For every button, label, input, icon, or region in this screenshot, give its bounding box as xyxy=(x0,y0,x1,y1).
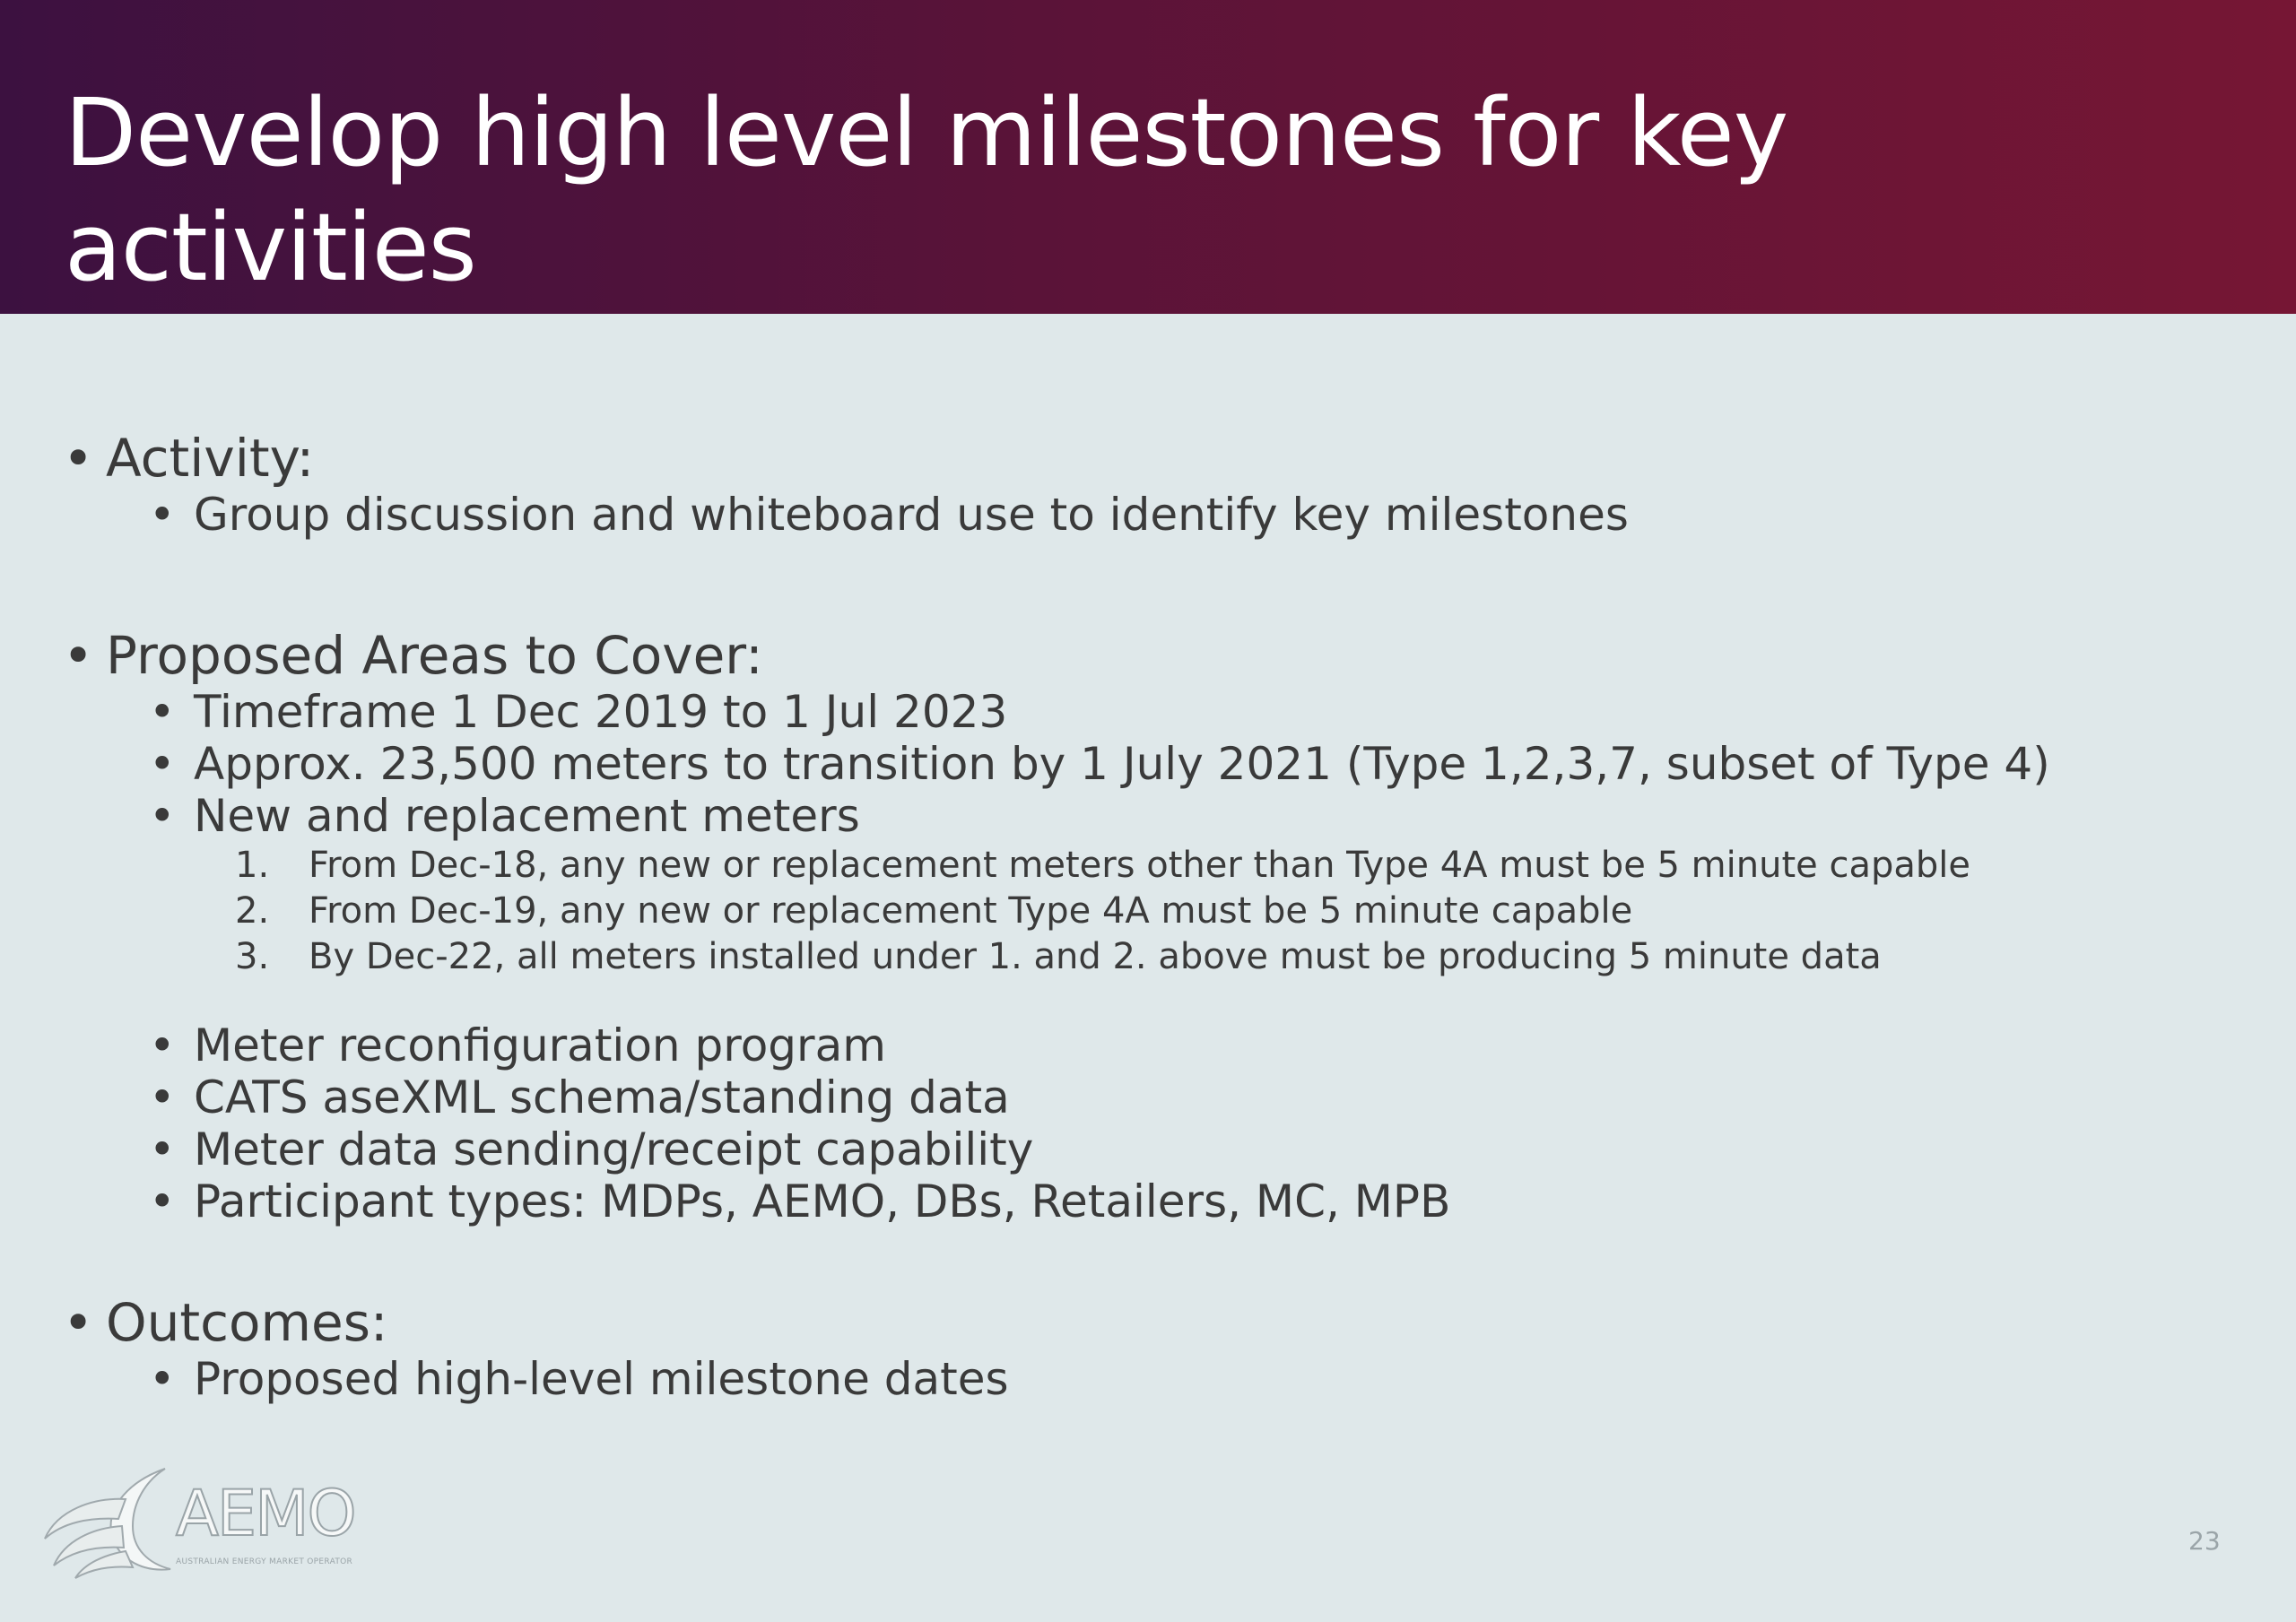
bullet-proposed-areas xyxy=(63,624,763,687)
logo-tagline: AUSTRALIAN ENERGY MARKET OPERATOR xyxy=(176,1557,353,1566)
sub-bullet-cats xyxy=(149,1071,1010,1124)
list-number: 2. xyxy=(235,890,270,932)
sub-bullet-meter-transition xyxy=(149,737,2050,791)
list-item: By Dec-22, all meters installed under 1. and 2. above must be producing 5 minute data xyxy=(309,936,1882,977)
sub-bullet-activity-1 xyxy=(149,488,1629,542)
bullet-activity xyxy=(63,427,314,490)
list-item: Group discussion and whiteboard use to identify key milestones xyxy=(194,489,1629,541)
numbered-item-2 xyxy=(235,889,1632,933)
list-item: From Dec-19, any new or replacement Type 4A must be 5 minute capable xyxy=(309,890,1633,932)
page-number: 23 xyxy=(2188,1526,2221,1556)
proposed-heading: Proposed Areas to Cover: xyxy=(106,625,763,686)
bullet-dot: • xyxy=(149,1175,176,1227)
list-item: From Dec-18, any new or replacement meters other than Type 4A must be 5 minute capable xyxy=(309,845,1970,886)
sub-bullet-participant-types xyxy=(149,1175,1450,1228)
list-number: 1. xyxy=(235,845,270,886)
sub-bullet-meter-data xyxy=(149,1123,1033,1176)
list-item: Meter reconfiguration program xyxy=(194,1019,886,1071)
aemo-logo xyxy=(39,1463,380,1580)
bullet-dot: • xyxy=(149,790,176,842)
title-banner xyxy=(0,0,2296,314)
bullet-dot: • xyxy=(149,1353,176,1405)
list-item: Approx. 23,500 meters to transition by 1 July 2021 (Type 1,2,3,7, subset of Type 4) xyxy=(194,738,2050,790)
list-item: Proposed high-level milestone dates xyxy=(194,1353,1009,1405)
bullet-dot: • xyxy=(63,428,94,489)
slide-title: Develop high level milestones for key activities xyxy=(65,78,1788,302)
list-item: Meter data sending/receipt capability xyxy=(194,1123,1034,1175)
aemo-swirl-icon xyxy=(39,1463,174,1580)
list-item: CATS aseXML schema/standing data xyxy=(194,1071,1010,1123)
bullet-dot: • xyxy=(149,686,176,738)
bullet-dot: • xyxy=(149,1071,176,1123)
bullet-dot: • xyxy=(149,489,176,541)
activity-heading: Activity: xyxy=(106,428,315,489)
bullet-outcomes xyxy=(63,1291,387,1354)
bullet-dot: • xyxy=(149,1019,176,1071)
sub-bullet-reconfiguration xyxy=(149,1019,886,1072)
sub-bullet-new-replacement xyxy=(149,789,860,843)
bullet-dot: • xyxy=(149,738,176,790)
sub-bullet-timeframe xyxy=(149,685,1007,739)
outcomes-heading: Outcomes: xyxy=(106,1292,388,1353)
logo-wordmark: AEMO xyxy=(176,1477,355,1550)
list-item: Participant types: MDPs, AEMO, DBs, Retailers, MC, MPB xyxy=(194,1175,1451,1227)
sub-bullet-outcomes-1 xyxy=(149,1352,1009,1406)
bullet-dot: • xyxy=(63,1292,94,1353)
bullet-dot: • xyxy=(63,625,94,686)
bullet-dot: • xyxy=(149,1123,176,1175)
numbered-item-1 xyxy=(235,843,1970,888)
list-item: Timeframe 1 Dec 2019 to 1 Jul 2023 xyxy=(194,686,1008,738)
list-item: New and replacement meters xyxy=(194,790,860,842)
list-number: 3. xyxy=(235,936,270,977)
numbered-item-3 xyxy=(235,934,1882,979)
